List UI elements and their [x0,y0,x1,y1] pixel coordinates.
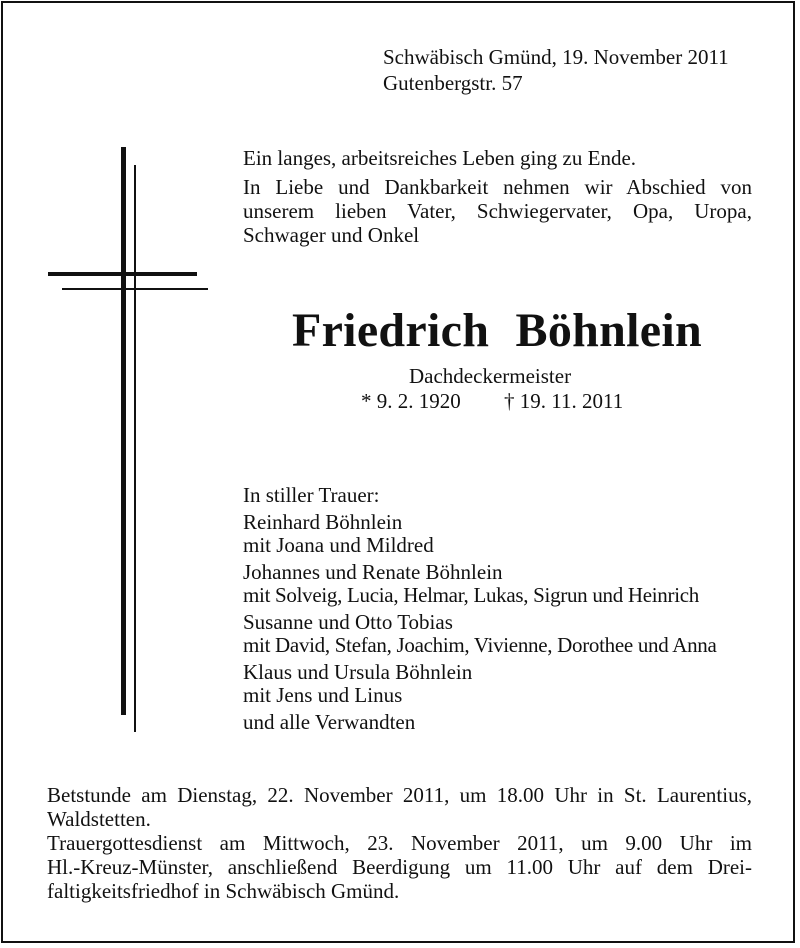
address: Gutenbergstr. 57 [383,71,523,95]
mourner-line: Reinhard Böhnlein [243,510,403,534]
farewell-line: In Liebe und Dankbarkeit nehmen wir Abschied von [243,175,752,199]
profession: Dachdeckermeister [409,364,572,388]
service-line: Betstunde am Dienstag, 22. November 2011, um 18.00 Uhr in St. Laurentius, [47,783,752,807]
mourner-line: Johannes und Renate Böhnlein [243,560,503,584]
birth-date: * 9. 2. 1920 [361,389,461,413]
service-line: Waldstetten. [47,807,151,831]
mourner-line: mit Jens und Linus [243,683,403,707]
mourner-line: mit Solveig, Lucia, Helmar, Lukas, Sigrun und Heinrich [243,583,699,607]
intro-line: Ein langes, arbeitsreiches Leben ging zu Ende. [243,146,637,170]
service-line: Hl.-Kreuz-Münster, anschließend Beerdigung um 11.00 Uhr auf dem Drei- [47,855,752,879]
service-line: Trauergottesdienst am Mittwoch, 23. November 2011, um 9.00 Uhr im [47,831,752,855]
place-date: Schwäbisch Gmünd, 19. November 2011 [383,45,729,69]
farewell-line: Schwager und Onkel [243,223,420,247]
mourners-heading: In stiller Trauer: [243,483,380,507]
mourner-line: mit David, Stefan, Joachim, Vivienne, Dorothee und Anna [243,633,717,657]
mourner-line: und alle Verwandten [243,710,416,734]
service-line: faltigkeitsfriedhof in Schwäbisch Gmünd. [47,879,400,903]
deceased-name: Friedrich Böhnlein [291,304,703,357]
farewell-line: unserem lieben Vater, Schwiegervater, Opa, Uropa, [243,199,752,223]
mourner-line: mit Joana und Mildred [243,533,434,557]
mourner-line: Susanne und Otto Tobias [243,610,453,634]
mourner-line: Klaus und Ursula Böhnlein [243,660,473,684]
death-date: † 19. 11. 2011 [504,389,624,413]
